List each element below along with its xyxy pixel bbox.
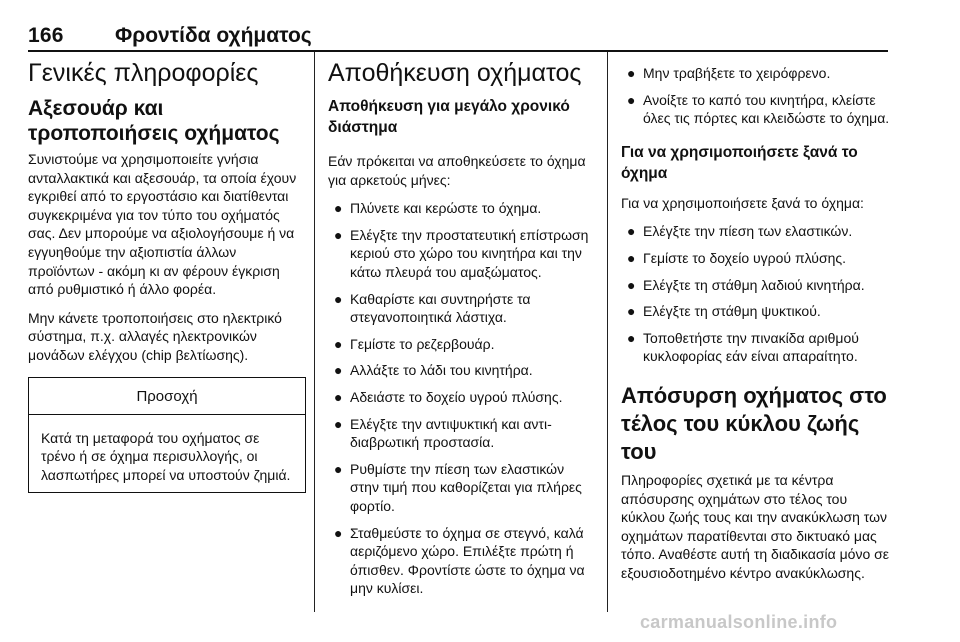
bullet-icon: ●	[627, 329, 636, 346]
list-item: ● Ελέγξτε την αντιψυκτική και αντιδιαβρωτική προστασία.	[334, 415, 552, 451]
list-item: ● Μην τραβήξετε το χειρόφρενο.	[627, 65, 831, 81]
list-item: ● Τοποθετήστε την πινακίδα αριθμού κυκλοφορίας εάν είναι απαραίτητο.	[627, 329, 859, 365]
bullet-icon: ●	[334, 388, 343, 405]
list-item: ● Ελέγξτε τη στάθμη ψυκτικού.	[627, 303, 821, 320]
subheading-accessories: Αξεσουάρ και τροποποιήσεις οχήματος	[28, 97, 280, 145]
bullet-icon: ●	[334, 415, 343, 432]
subheading-reuse-vehicle: Για να χρησιμοποιήσετε ξανά το όχημα	[621, 143, 858, 182]
list-item: ● Ελέγξτε την πίεση των ελαστικών.	[627, 223, 853, 240]
bullet-icon: ●	[334, 524, 343, 541]
bullet-icon: ●	[627, 276, 636, 293]
page-number: 166	[28, 24, 64, 47]
paragraph-storage-intro: Εάν πρόκειται να αποθηκεύσετε το όχημα για αρκετούς μήνες:	[328, 153, 586, 188]
list-item: ● Πλύνετε και κερώστε το όχημα.	[334, 200, 542, 217]
list-item: ● Ελέγξτε την προστατευτική επίστρωση κεριού στο χώρο του κινητήρα και την κάτω πλευρά του αμαξώματος.	[334, 226, 589, 280]
storage-bullet-list	[328, 199, 596, 598]
header-rule	[28, 50, 888, 52]
paragraph-electrical-mods: Μην κάνετε τροποποιήσεις στο ηλεκτρικό σύστημα, π.χ. αλλαγές ηλεκτρονικών μονάδων ελέγχου (chip βελτίωσης).	[28, 309, 282, 363]
running-title: Φροντίδα οχήματος	[115, 24, 312, 47]
bullet-icon: ●	[334, 362, 343, 379]
watermark: carmanualsonline.info	[640, 612, 838, 632]
list-item: ● Γεμίστε το ρεζερβουάρ.	[334, 335, 495, 352]
bullet-icon: ●	[334, 200, 343, 217]
column-divider-2	[607, 52, 608, 612]
list-item: ● Αλλάξτε το λάδι του κινητήρα.	[334, 362, 533, 379]
list-item: ● Ρυθμίστε την πίεση των ελαστικών στην τιμή που καθορίζεται για πλήρες φορτίο.	[334, 460, 582, 514]
storage-bullet-list-continued	[621, 64, 891, 128]
list-item: ● Ανοίξτε το καπό του κινητήρα, κλείστε όλες τις πόρτες και κλειδώστε το όχημα.	[627, 91, 890, 127]
bullet-icon: ●	[627, 91, 636, 108]
column-1	[28, 58, 306, 493]
bullet-icon: ●	[627, 303, 636, 320]
section-heading-end-of-life: Απόσυρση οχήματος στο τέλος του κύκλου ζωής του	[621, 382, 887, 464]
caution-box	[28, 377, 306, 494]
bullet-icon: ●	[627, 65, 636, 81]
list-item: ● Καθαρίστε και συντηρήστε τα στεγανοποιητικά λάστιχα.	[334, 290, 531, 326]
column-3	[621, 58, 891, 593]
list-item: ● Ελέγξτε τη στάθμη λαδιού κινητήρα.	[627, 276, 865, 293]
paragraph-genuine-parts: Συνιστούμε να χρησιμοποιείτε γνήσια ανταλλακτικά και αξεσουάρ, τα οποία έχουν εγκριθεί από το εργοστάσιο και διατίθενται συγκεκριμένα για τον τύπο του οχήματός σας. Δεν μπορούμε να αξιολογήσουμε ή να εγγυηθούμε την αξιοπιστία άλλων προϊόντων - ακόμη κι αν φέρουν έγκριση από ρυθμιστικό ή άλλο φορέα.	[28, 151, 297, 298]
bullet-icon: ●	[334, 335, 343, 352]
column-divider-1	[314, 52, 315, 612]
section-heading-general: Γενικές πληροφορίες	[28, 59, 259, 87]
subheading-long-term-storage: Αποθήκευση για μεγάλο χρονικό διάστημα	[328, 98, 570, 136]
paragraph-reuse-intro: Για να χρησιμοποιήσετε ξανά το όχημα:	[621, 194, 864, 211]
caution-body: Κατά τη μεταφορά του οχήματος σε τρένο ή σε όχημα περισυλλογής, οι λασπωτήρες μπορεί να υποστούν ζημιά.	[41, 429, 291, 483]
column-2	[328, 58, 596, 606]
bullet-icon: ●	[627, 223, 636, 240]
list-item: ● Σταθμεύστε το όχημα σε στεγνό, καλά αεριζόμενο χώρο. Επιλέξτε πρώτη ή όπισθεν. Φροντίστε ώστε το όχημα να μην κυλίσει.	[334, 524, 585, 597]
bullet-icon: ●	[334, 460, 343, 477]
caution-title: Προσοχή	[29, 378, 305, 415]
reuse-bullet-list	[621, 222, 891, 366]
list-item: ● Αδειάστε το δοχείο υγρού πλύσης.	[334, 388, 563, 405]
paragraph-recycling: Πληροφορίες σχετικά με τα κέντρα απόσυρσης οχημάτων στο τέλος του κύκλου ζωής τους και την ανακύκλωση των οχημάτων παρατίθενται στο δικτυακό μας τόπο. Αναθέστε αυτή τη διαδικασία μόνο σε εξουσιοδοτημένο κέντρο ανακύκλωσης.	[621, 471, 890, 581]
bullet-icon: ●	[627, 249, 636, 266]
bullet-icon: ●	[334, 290, 343, 307]
list-item: ● Γεμίστε το δοχείο υγρού πλύσης.	[627, 249, 847, 266]
bullet-icon: ●	[334, 226, 343, 243]
section-heading-storage: Αποθήκευση οχήματος	[328, 59, 582, 87]
